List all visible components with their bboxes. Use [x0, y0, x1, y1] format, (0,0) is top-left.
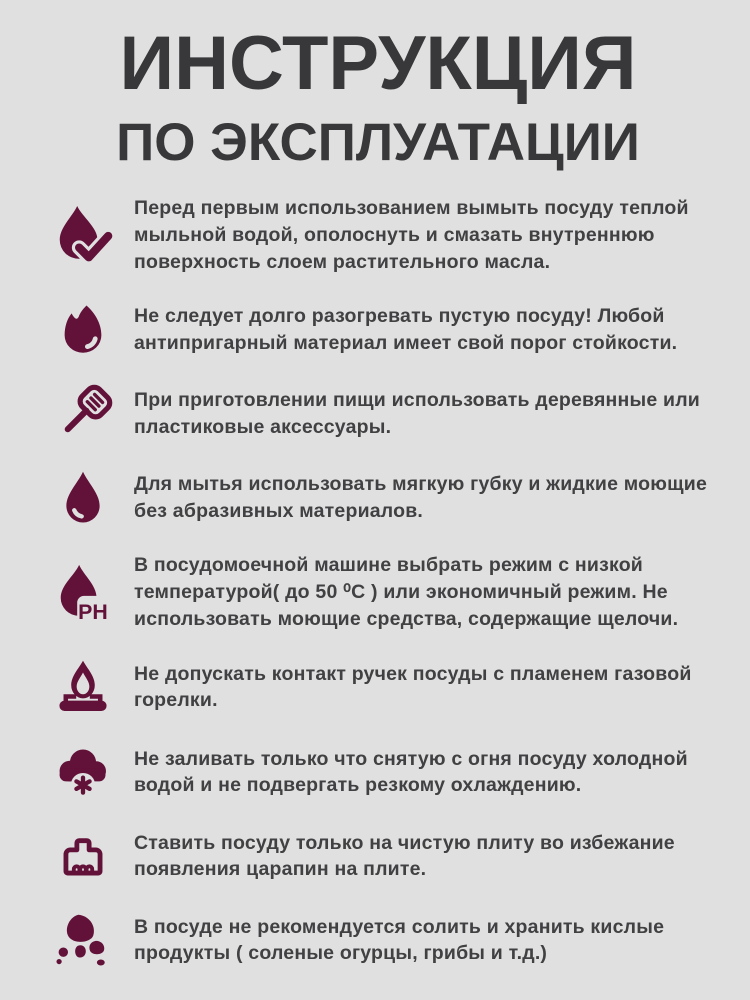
water-drop-icon [46, 470, 120, 526]
instruction-item [46, 910, 710, 970]
cold-shock-icon [46, 742, 120, 802]
flame-icon [46, 302, 120, 358]
instruction-item [46, 658, 710, 716]
instruction-item [46, 384, 710, 444]
ph-label: PH [78, 600, 108, 624]
instruction-item [46, 742, 710, 802]
ph-drop-icon [46, 561, 120, 623]
instruction-item [46, 195, 710, 276]
instruction-text: Не следует долго разогревать пустую посуду! Любой антипригарный материал имеет свой порог стойкости. [134, 304, 678, 354]
drop-check-icon [46, 204, 120, 266]
instruction-text: При приготовлении пищи использовать деревянные или пластиковые аксессуары. [134, 388, 700, 438]
instruction-text: Для мытья использовать мягкую губку и жидкие моющие без абразивных материалов. [134, 472, 708, 522]
instruction-text: Перед первым использованием вымыть посуду теплой мыльной водой, ополоснуть и смазать внутреннюю поверхность слоем растительного масла. [134, 197, 689, 273]
title-line-2: ПО ЭКСПЛУАТАЦИИ [116, 113, 640, 172]
salt-food-icon [46, 910, 120, 970]
instruction-item [46, 302, 710, 358]
instruction-text: В посудомоечной машине выбрать режим с низкой температурой( до 50 ⁰С ) или экономичный режим. Не использовать моющие средства, содержащие щелочи. [134, 553, 679, 630]
gas-burner-icon [46, 658, 120, 716]
instruction-text: В посуде не рекомендуется солить и хранить кислые продукты ( соленые огурцы, грибы и т.д.) [134, 915, 665, 965]
clean-stove-brush-icon [46, 828, 120, 884]
instruction-item [46, 470, 710, 526]
instruction-item [46, 828, 710, 884]
instruction-text: Не заливать только что снятую с огня посуду холодной водой и не подвергать резкому охлаждению. [134, 747, 688, 797]
instruction-item [46, 552, 710, 633]
title-line-1: ИНСТРУКЦИЯ [119, 21, 637, 106]
instruction-list [46, 195, 710, 970]
instruction-text: Ставить посуду только на чистую плиту во избежание появления царапин на плите. [134, 831, 675, 881]
page-title [46, 21, 710, 172]
spatula-icon [46, 384, 120, 444]
instruction-text: Не допускать контакт ручек посуды с пламенем газовой горелки. [134, 662, 692, 712]
